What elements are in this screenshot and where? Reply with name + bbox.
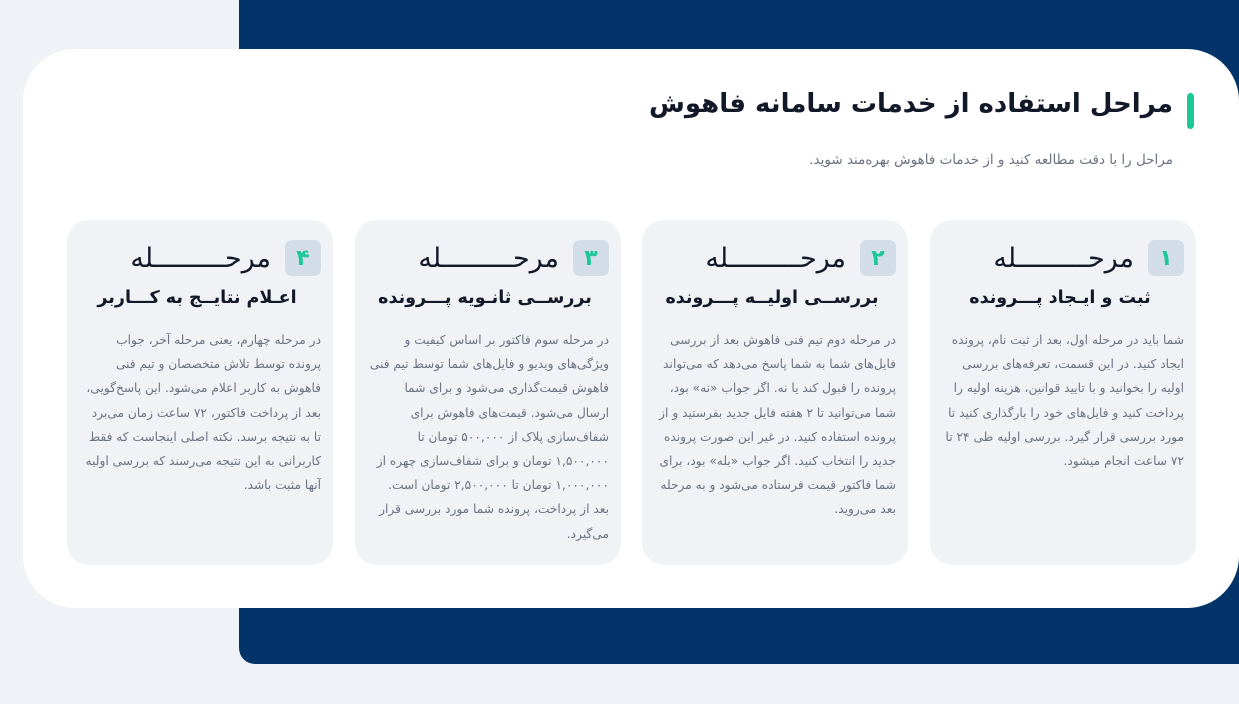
step-number-badge: ۴	[285, 240, 321, 276]
step-description: در مرحله دوم تیم فنی فاهوش بعد از بررسی فایل‌های شما به شما پاسخ می‌دهد که می‌تواند پرونده را قبول کند یا نه. اگر جواب «نه» بود، شما می‌توانید تا ۲ هفته فایل جدید بفرستید و از پرونده استفاده کنید. در غیر این صورت پرونده جدید را انتخاب کنید. اگر جواب «بله» بود، برای شما فاکتور قیمت فرستاده می‌شود و به مرحله بعد می‌روید.	[659, 333, 896, 517]
step-label: مرحـــــــــله	[705, 242, 846, 274]
step-label: مرحـــــــــله	[130, 242, 271, 274]
step-description: در مرحله چهارم، یعنی مرحله آخر، جواب پرونده توسط تلاش متخصصان و تیم فنی فاهوش به کاربر اعلام می‌شود. این پاسخ‌گویی، بعد از پرداخت فاکتور، ۷۲ ساعت زمان می‌برد تا به نتیجه برسد. نکته اصلی اینجاست که فقط کاربرانی به این نتیجه می‌رسند که بررسی اولیه آنها مثبت باشد.	[85, 333, 321, 493]
title-accent-bar	[1187, 93, 1194, 129]
step-label: مرحـــــــــله	[418, 242, 559, 274]
step-header	[705, 240, 896, 276]
step-title: بررســی ثانـویه پـــرونده	[378, 288, 592, 308]
page-title: مراحل استفاده از خدمات سامانه فاهوش	[649, 89, 1173, 119]
step-title: بررســی اولیــه پـــرونده	[665, 288, 879, 308]
step-number-badge: ۲	[860, 240, 896, 276]
step-label: مرحـــــــــله	[993, 242, 1134, 274]
step-header	[418, 240, 609, 276]
step-card-2	[642, 220, 908, 565]
step-header	[993, 240, 1184, 276]
step-card-3	[355, 220, 621, 565]
step-description: در مرحله سوم فاکتور بر اساس کیفیت و ویژگی‌های ویدیو و فایل‌های شما توسط تیم فنی فاهوش قیمت‌گذاری می‌شود و برای شما ارسال می‌شود. قیمت‌های فاهوش برای شفاف‌سازی پلاک از ۵۰۰,۰۰۰ تومان تا ۱,۵۰۰,۰۰۰ تومان و برای شفاف‌سازی چهره از ۱,۰۰۰,۰۰۰ تومان تا ۲,۵۰۰,۰۰۰ تومان است. بعد از پرداخت، پرونده شما مورد بررسی قرار می‌گیرد.	[369, 333, 609, 541]
step-card-1	[930, 220, 1196, 565]
step-header	[130, 240, 321, 276]
step-card-4	[67, 220, 333, 565]
steps-section	[23, 49, 1239, 608]
step-title: ثبت و ایـجاد پـــرونده	[969, 288, 1151, 308]
step-number-badge: ۱	[1148, 240, 1184, 276]
page-subtitle: مراحل را با دقت مطالعه کنید و از خدمات فاهوش بهره‌مند شوید.	[809, 152, 1173, 168]
step-description: شما باید در مرحله اول، بعد از ثبت نام، پرونده ایجاد کنید. در این قسمت، تعرفه‌های بررسی اولیه را بخوانید و با تایید قوانین، هزینه اولیه را پرداخت کنید و فایل‌های خود را بارگذاری کنید تا مورد بررسی قرار گیرد. بررسی اولیه طی ۲۴ تا ۷۲ ساعت انجام میشود.	[945, 333, 1184, 469]
step-number-badge: ۳	[573, 240, 609, 276]
step-title: اعـلام نتایــج به کـــاربر	[97, 288, 297, 308]
